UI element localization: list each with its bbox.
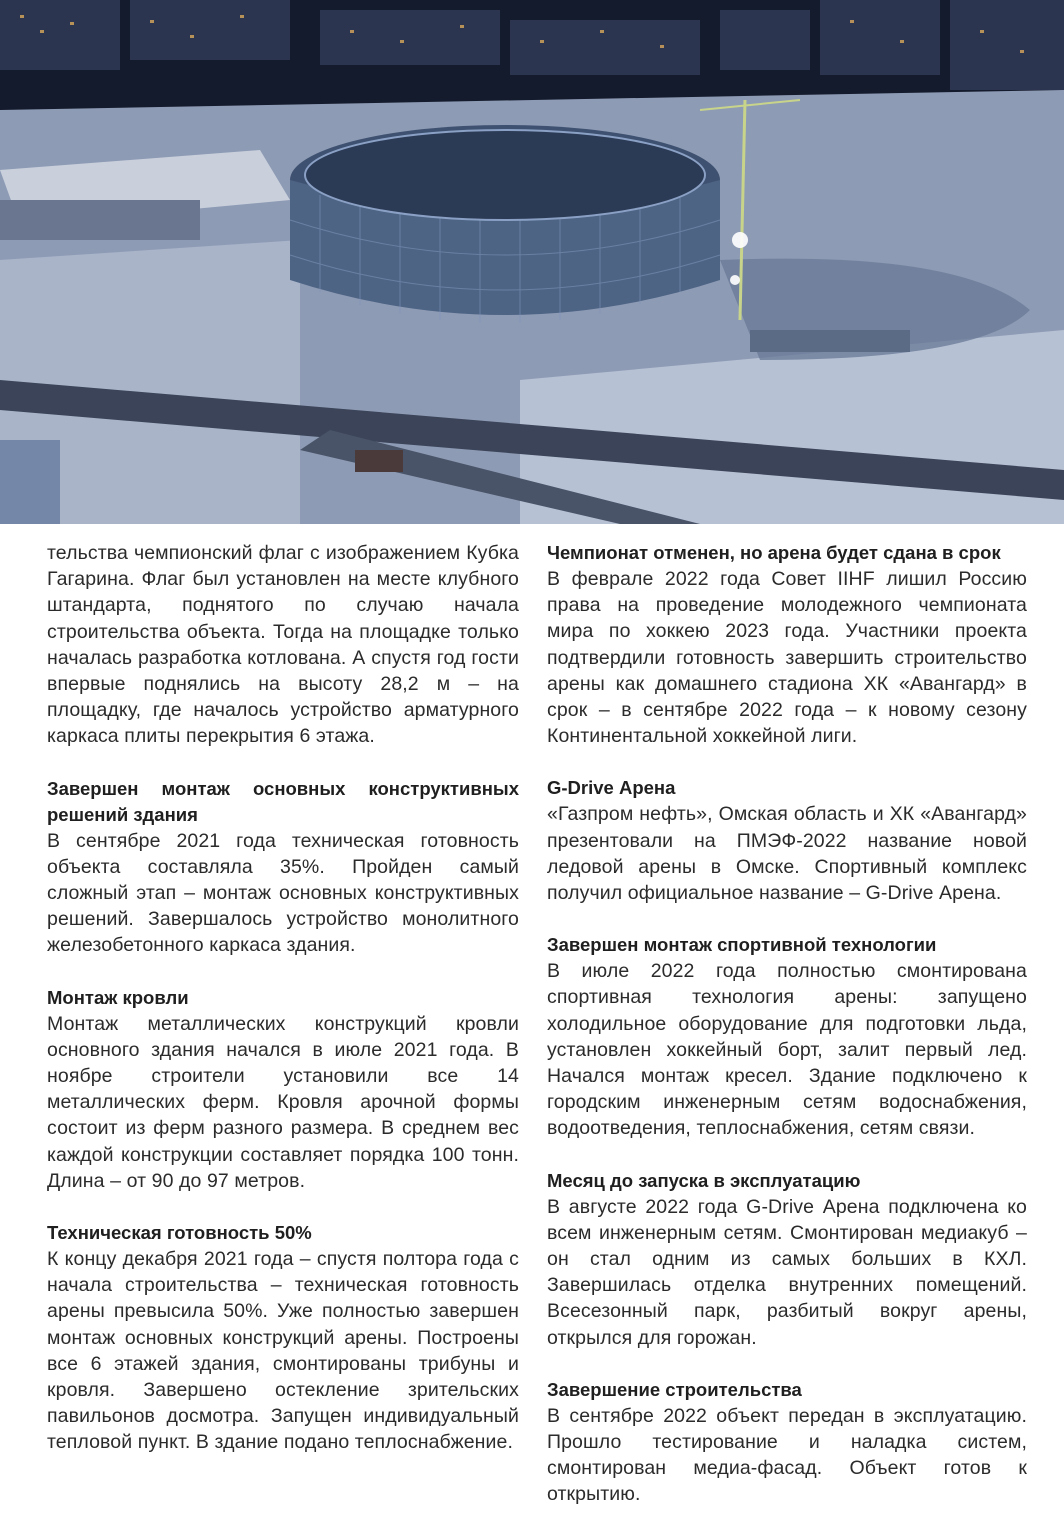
section-championship-cancelled (547, 540, 1027, 749)
section-roof (47, 985, 519, 1194)
arena-photo-illustration (0, 0, 1064, 524)
section-text: В июле 2022 года полностью смонтирована спортивная технология арены: запущено холодильное оборудование для подготовки льда, установлен хоккейный борт, залит первый лед. Начался монтаж кресел. Здание подключено к городским инженерным сетям водоснабжения, водоотведения, теплоснабжения, сетям связи. (547, 960, 1027, 1140)
section-text: В сентябре 2022 объект передан в эксплуатацию. Прошло тестирование и наладка систем, смонтирован медиа-фасад. Объект готов к открытию. (547, 1404, 1027, 1506)
section-construction-complete (547, 1377, 1027, 1508)
section-heading: Чемпионат отменен, но арена будет сдана в срок (547, 542, 1001, 563)
section-heading: Завершен монтаж основных конструктивных решений здания (47, 777, 519, 825)
right-text-column (547, 540, 1027, 1508)
section-heading: Монтаж кровли (47, 986, 189, 1008)
section-heading: Техническая готовность 50% (47, 1222, 312, 1244)
section-text: К концу декабря 2021 года – спустя полтора года с начала строительства – техническая готовность арены превысила 50%. Уже полностью завершен монтаж основных конструкций арены. Построены все 6 этажей здания, смонтированы трибуны и кровля. Завершено остекление зрительских павильонов досмотра. Запущен индивидуальный тепловой пункт. В здание подано теплоснабжение. (47, 1248, 519, 1454)
left-text-column (47, 540, 519, 1456)
section-month-before-launch (547, 1168, 1027, 1351)
section-text: Монтаж металлических конструкций кровли основного здания начался в июле 2021 года. В ноябре строители установили все 14 металлических ферм. Кровля арочной формы состоит из ферм разного размера. В среднем вес каждой конструкции составляет порядка 100 тонн. Длина – от 90 до 97 метров. (47, 1012, 519, 1192)
section-text: «Газпром нефть», Омская область и ХК «Авангард» презентовали на ПМЭФ-2022 название новой ледовой арены в Омске. Спортивный комплекс получил официальное название – G-Drive Арена. (547, 803, 1027, 905)
section-text: В феврале 2022 года Совет IIHF лишил Россию права на проведение молодежного чемпионата мира по хоккею 2023 года. Участники проекта подтвердили готовность завершить строительство арены как домашнего стадиона ХК «Авангард» в срок – в сентябре 2022 года – к новому сезону Континентальной хоккейной лиги. (547, 568, 1027, 748)
section-g-drive-arena (547, 775, 1027, 906)
section-text: В августе 2022 года G-Drive Арена подключена ко всем инженерным сетям. Смонтирован медиакуб – он стал одним из самых больших в КХЛ. Завершилась отделка внутренних помещений. Всесезонный парк, разбитый вокруг арены, открылся для горожан. (547, 1195, 1027, 1349)
section-text: В сентябре 2021 года техническая готовность объекта составляла 35%. Пройден самый сложный этап – монтаж основных конструктивных решений. Завершалось устройство монолитного железобетонного каркаса здания. (47, 829, 519, 957)
intro-paragraph: тельства чемпионский флаг с изображением Кубка Гагарина. Флаг был установлен на месте клубного штандарта, поднятого по случаю начала строительства объекта. Тогда на площадке только началась разработка котлована. А спустя год гости впервые поднялись на высоту 28,2 м – на площадку, где началось устройство арматурного каркаса плиты перекрытия 6 этажа. (47, 542, 519, 748)
section-readiness-50 (47, 1220, 519, 1456)
section-heading: Завершение строительства (547, 1378, 802, 1400)
section-frame-complete (47, 776, 519, 959)
section-heading: G-Drive Арена (547, 777, 676, 799)
section-heading: Завершен монтаж спортивной технологии (547, 934, 937, 956)
section-sports-technology (547, 932, 1027, 1141)
arena-construction-photo (0, 0, 1064, 524)
section-heading: Месяц до запуска в эксплуатацию (547, 1169, 861, 1191)
